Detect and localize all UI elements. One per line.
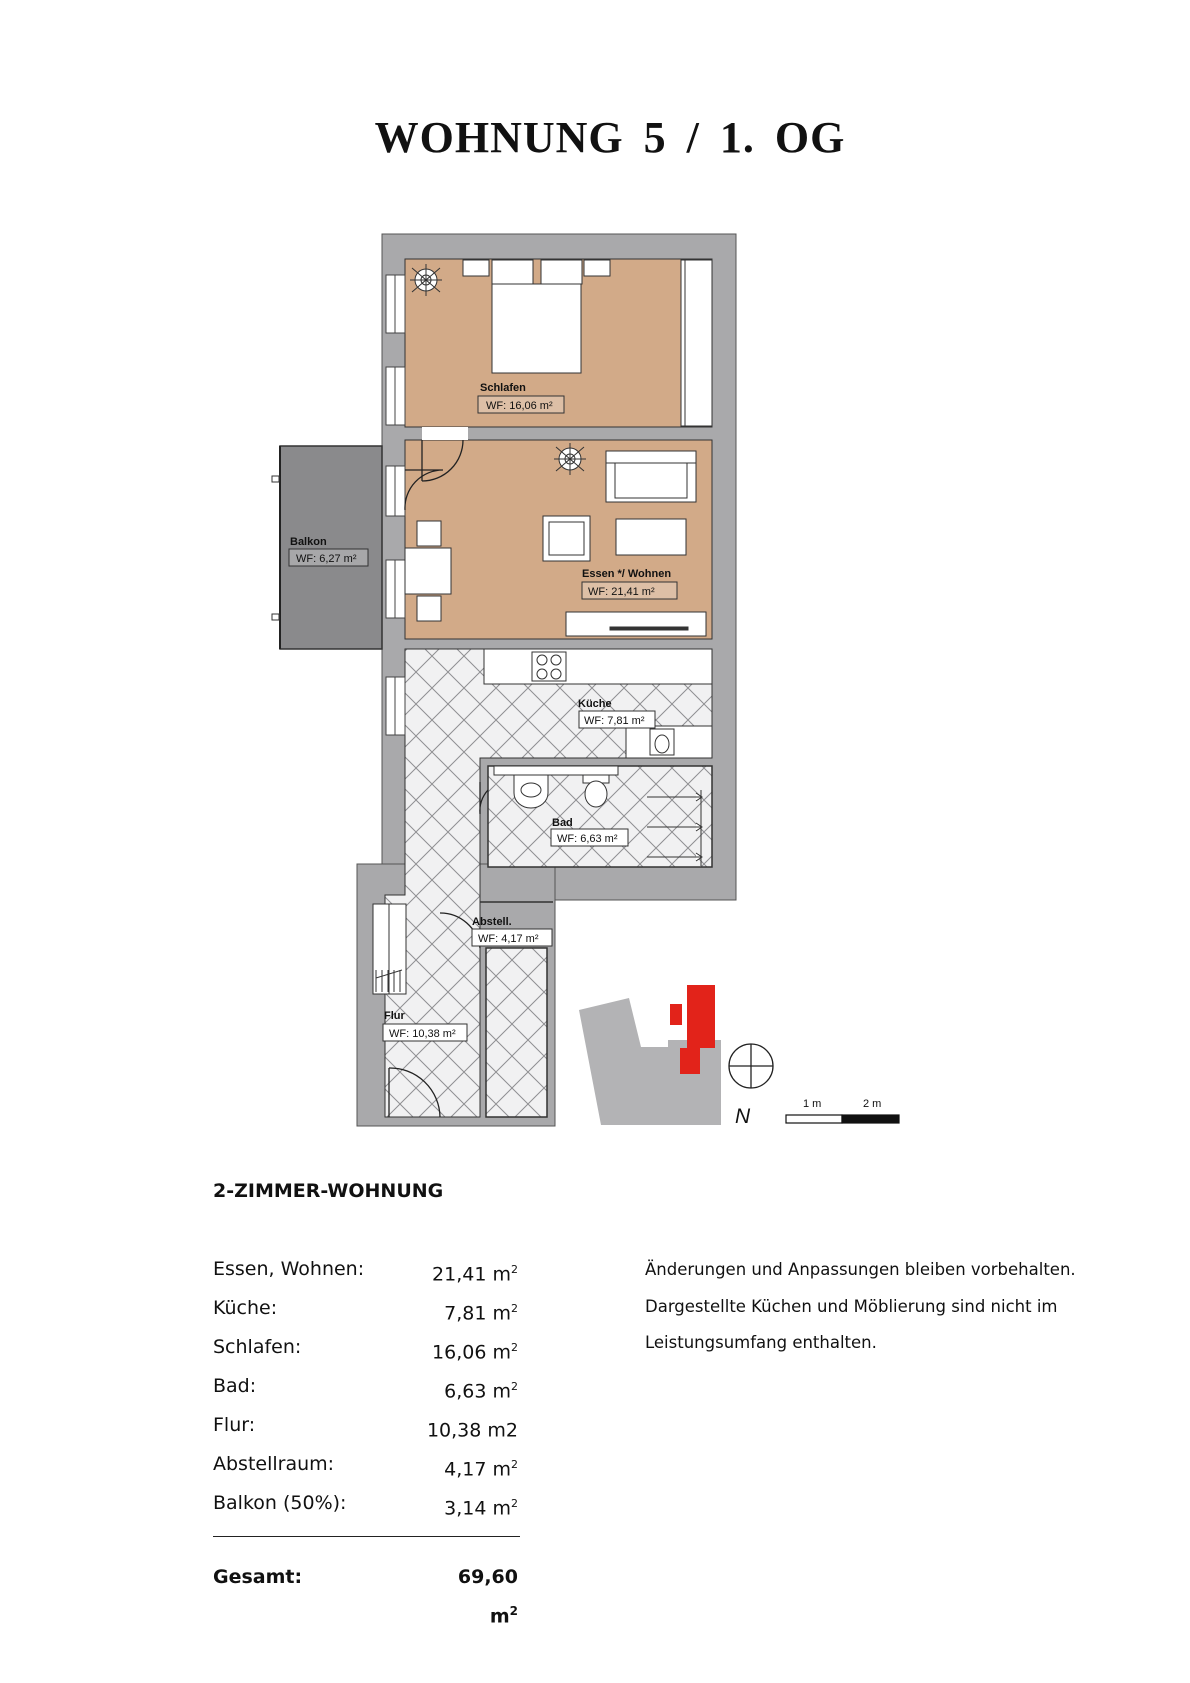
- apartment-type-heading: 2-ZIMMER-WOHNUNG: [213, 1180, 444, 1202]
- label-balkon: Balkon: [290, 536, 327, 548]
- area-value: 6,63 $m^2$: [444, 1380, 518, 1403]
- total-label: Gesamt:: [213, 1566, 303, 1588]
- balcony: [272, 446, 382, 649]
- area-bad: WF: 6,63 m²: [557, 833, 618, 845]
- area-label: Essen, Wohnen:: [213, 1258, 365, 1280]
- area-row-kueche: [213, 1289, 523, 1328]
- area-row-balkon: [213, 1484, 523, 1523]
- label-abstell: Abstell.: [472, 916, 512, 928]
- area-row-schlafen: [213, 1328, 523, 1367]
- area-label: Flur:: [213, 1414, 256, 1436]
- area-label: Küche:: [213, 1297, 278, 1319]
- north-label: N: [735, 1105, 751, 1128]
- disclaimer-line: Leistungsumfang enthalten.: [645, 1333, 877, 1352]
- area-value: 4,17 $m^2$: [444, 1458, 518, 1481]
- area-list: [213, 1250, 523, 1523]
- scale-label-2m: 2 m: [863, 1098, 882, 1110]
- flur-cabinet: [373, 904, 406, 994]
- label-schlafen: Schlafen: [480, 382, 526, 394]
- total-value: 69,60 $m^2$: [457, 1566, 518, 1628]
- disclaimer: [645, 1252, 1125, 1362]
- area-abstell: WF: 4,17 m²: [478, 933, 539, 945]
- area-balkon: WF: 6,27 m²: [296, 553, 357, 565]
- area-flur: WF: 10,38 m²: [389, 1028, 456, 1040]
- area-wohnen: WF: 21,41 m²: [588, 586, 655, 598]
- area-row-bad: [213, 1367, 523, 1406]
- area-row-flur: [213, 1406, 523, 1445]
- wardrobe: [681, 260, 712, 426]
- room-abstell: [486, 948, 547, 1117]
- area-kueche: WF: 7,81 m²: [584, 715, 645, 727]
- area-label: Schlafen:: [213, 1336, 302, 1358]
- label-kueche: Küche: [578, 698, 612, 710]
- label-flur: Flur: [384, 1010, 405, 1022]
- area-schlafen: WF: 16,06 m²: [486, 400, 553, 412]
- scale-label-1m: 1 m: [803, 1098, 822, 1110]
- total-divider: [213, 1536, 520, 1537]
- label-bad: Bad: [552, 817, 573, 829]
- area-value: 7,81 $m^2$: [444, 1302, 518, 1325]
- area-value: 3,14 $m^2$: [444, 1497, 518, 1520]
- disclaimer-line: Dargestellte Küchen und Möblierung sind nicht im: [645, 1296, 1058, 1316]
- compass-icon: [729, 1044, 773, 1088]
- area-label: Abstellraum:: [213, 1453, 335, 1475]
- area-total-row: [213, 1560, 523, 1628]
- label-wohnen: Essen */ Wohnen: [582, 568, 672, 580]
- area-label: Balkon (50%):: [213, 1492, 347, 1514]
- area-value: 16,06 $m^2$: [432, 1341, 518, 1364]
- disclaimer-line: Änderungen und Anpassungen bleiben vorbehalten.: [645, 1260, 1076, 1279]
- area-value: 10,38 m2: [426, 1419, 518, 1442]
- page-title: WOHNUNG 5 / 1. OG: [374, 113, 846, 162]
- area-value: 21,41 $m^2$: [432, 1263, 518, 1286]
- area-row-abstellraum: [213, 1445, 523, 1484]
- site-plan: [579, 985, 721, 1125]
- area-label: Bad:: [213, 1375, 257, 1397]
- scale-bar: [786, 1098, 899, 1123]
- area-row-essen-wohnen: [213, 1250, 523, 1289]
